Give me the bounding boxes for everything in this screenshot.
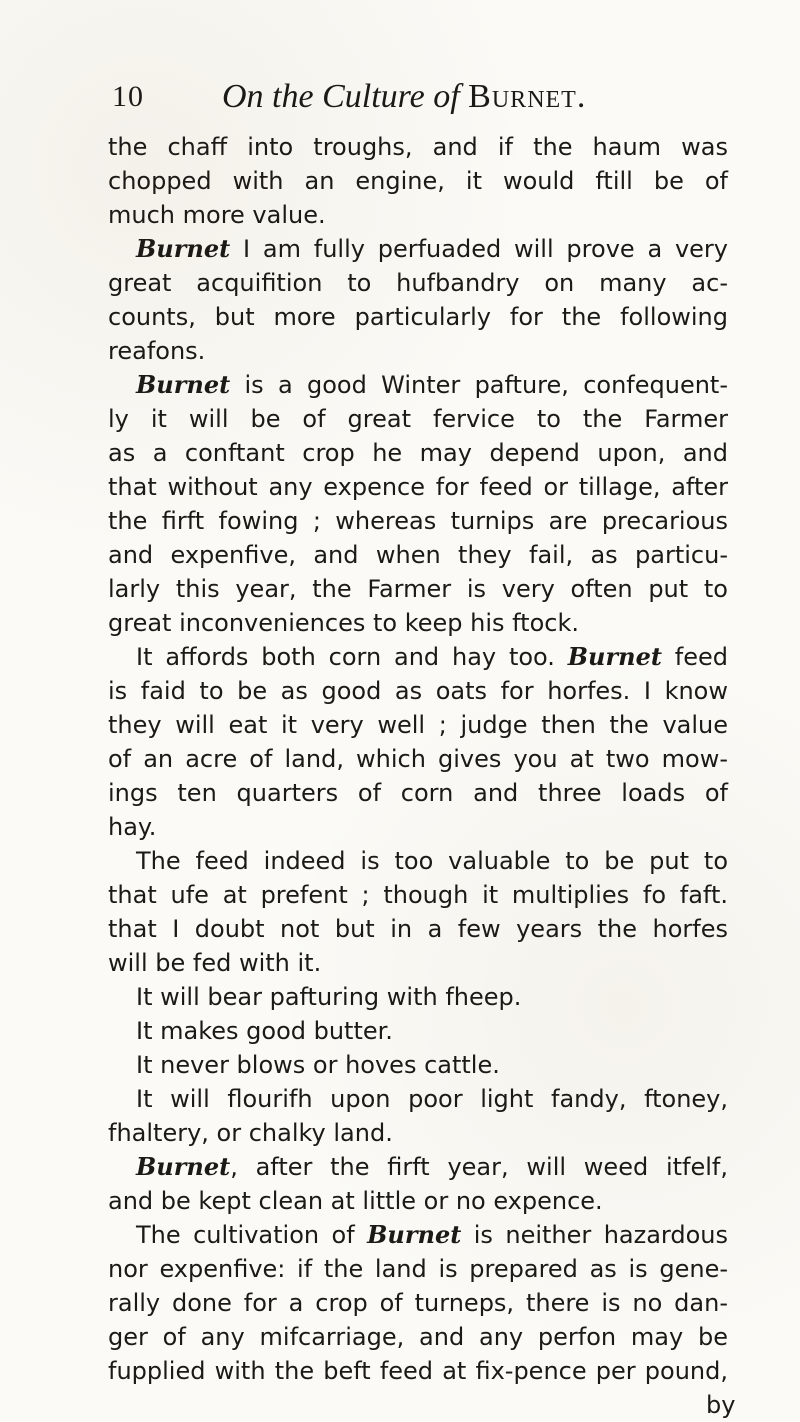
line-text: I am fully perfuaded will prove a very <box>230 235 728 263</box>
burnet-word: Burnet <box>136 1152 231 1181</box>
text-line-17 <box>108 674 728 708</box>
line-text: is faid to be as good as oats for horfes. I know <box>108 677 728 705</box>
line-text: reafons. <box>108 337 206 365</box>
text-line-5 <box>108 266 728 300</box>
line-text: and be kept clean at little or no expence. <box>108 1187 603 1215</box>
text-line-25 <box>108 946 321 980</box>
text-line-36 <box>108 1320 728 1354</box>
burnet-word: Burnet <box>136 234 231 263</box>
line-text: The feed indeed is too valuable to be put to <box>136 847 728 875</box>
line-text: It will bear pafturing with fheep. <box>136 983 522 1011</box>
running-title-prefix: On the Culture of <box>222 78 460 115</box>
text-line-7 <box>108 334 205 368</box>
page-header <box>112 78 722 120</box>
line-text: they will eat it very well ; judge then the value <box>108 711 728 739</box>
line-text: It will flourifh upon poor light fandy, ftoney, <box>136 1085 728 1113</box>
line-text: as a conftant crop he may depend upon, and <box>108 439 728 467</box>
line-text: fupplied with the beft feed at fix-pence per pound, <box>108 1357 728 1385</box>
burnet-word: Burnet <box>136 370 231 399</box>
text-line-19 <box>108 742 728 776</box>
line-text: hay. <box>108 813 157 841</box>
text-line-22 <box>136 844 728 878</box>
line-text: great acquifition to hufbandry on many ac- <box>108 269 728 297</box>
line-text: It affords both corn and hay too. <box>136 643 568 671</box>
text-line-18 <box>108 708 728 742</box>
line-text: that I doubt not but in a few years the horfes <box>108 915 728 943</box>
text-line-15 <box>108 606 579 640</box>
line-text: ly it will be of great fervice to the Farmer <box>108 405 728 433</box>
line-text: , after the firft year, will weed itfelf, <box>230 1153 728 1181</box>
line-text: great inconveniences to keep his ftock. <box>108 609 579 637</box>
line-text: and expenfive, and when they fail, as particu- <box>108 541 728 569</box>
text-line-14 <box>108 572 728 606</box>
text-line-9 <box>108 402 728 436</box>
line-text: is neither hazardous <box>461 1221 728 1249</box>
text-line-2 <box>108 164 728 198</box>
text-line-29 <box>136 1082 728 1116</box>
line-text: is a good Winter pafture, confequent- <box>230 371 728 399</box>
running-title-burnet: Burnet. <box>468 78 587 115</box>
line-text: fhaltery, or chalky land. <box>108 1119 393 1147</box>
text-line-12 <box>108 504 728 538</box>
catchword <box>706 1388 746 1422</box>
line-text: chopped with an engine, it would ftill be of <box>108 167 728 195</box>
line-text: will be fed with it. <box>108 949 322 977</box>
running-title <box>222 78 586 116</box>
line-text: the chaff into troughs, and if the haum was <box>108 133 728 161</box>
text-line-32 <box>108 1184 603 1218</box>
line-text: that ufe at prefent ; though it multiplies fo faft. <box>108 881 728 909</box>
line-text: counts, but more particularly for the following <box>108 303 728 331</box>
text-line-10 <box>108 436 728 470</box>
text-line-13 <box>108 538 728 572</box>
line-text: It never blows or hoves cattle. <box>136 1051 500 1079</box>
line-text: nor expenfive: if the land is prepared as is gene- <box>108 1255 728 1283</box>
text-line-26 <box>136 980 728 1014</box>
line-text: the firft fowing ; whereas turnips are precarious <box>108 507 728 535</box>
line-text: feed <box>661 643 728 671</box>
text-line-11 <box>108 470 728 504</box>
line-text: ings ten quarters of corn and three loads of <box>108 779 728 807</box>
text-line-35 <box>108 1286 728 1320</box>
line-text: It makes good butter. <box>136 1017 393 1045</box>
text-line-28 <box>136 1048 728 1082</box>
text-line-4 <box>136 232 728 266</box>
text-line-8 <box>136 368 728 402</box>
text-line-24 <box>108 912 728 946</box>
line-text: rally done for a crop of turneps, there is no dan- <box>108 1289 728 1317</box>
text-line-31 <box>136 1150 728 1184</box>
text-line-20 <box>108 776 728 810</box>
text-line-33 <box>136 1218 728 1252</box>
line-text: much more value. <box>108 201 326 229</box>
text-line-27 <box>136 1014 728 1048</box>
line-text: that without any expence for feed or tillage, after <box>108 473 728 501</box>
line-text: of an acre of land, which gives you at two mow- <box>108 745 728 773</box>
text-line-21 <box>108 810 156 844</box>
catchword-text: by <box>706 1391 736 1419</box>
page-number: 10 <box>112 80 144 113</box>
line-text: The cultivation of <box>136 1221 368 1249</box>
text-line-16 <box>136 640 728 674</box>
text-line-34 <box>108 1252 728 1286</box>
text-line-6 <box>108 300 728 334</box>
line-text: larly this year, the Farmer is very often put to <box>108 575 728 603</box>
text-line-30 <box>108 1116 393 1150</box>
burnet-word: Burnet <box>367 1220 462 1249</box>
text-line-1 <box>108 130 728 164</box>
text-line-23 <box>108 878 728 912</box>
line-text: ger of any mifcarriage, and any perfon may be <box>108 1323 728 1351</box>
text-line-37 <box>108 1354 728 1388</box>
text-line-3 <box>108 198 326 232</box>
burnet-word: Burnet <box>567 642 662 671</box>
